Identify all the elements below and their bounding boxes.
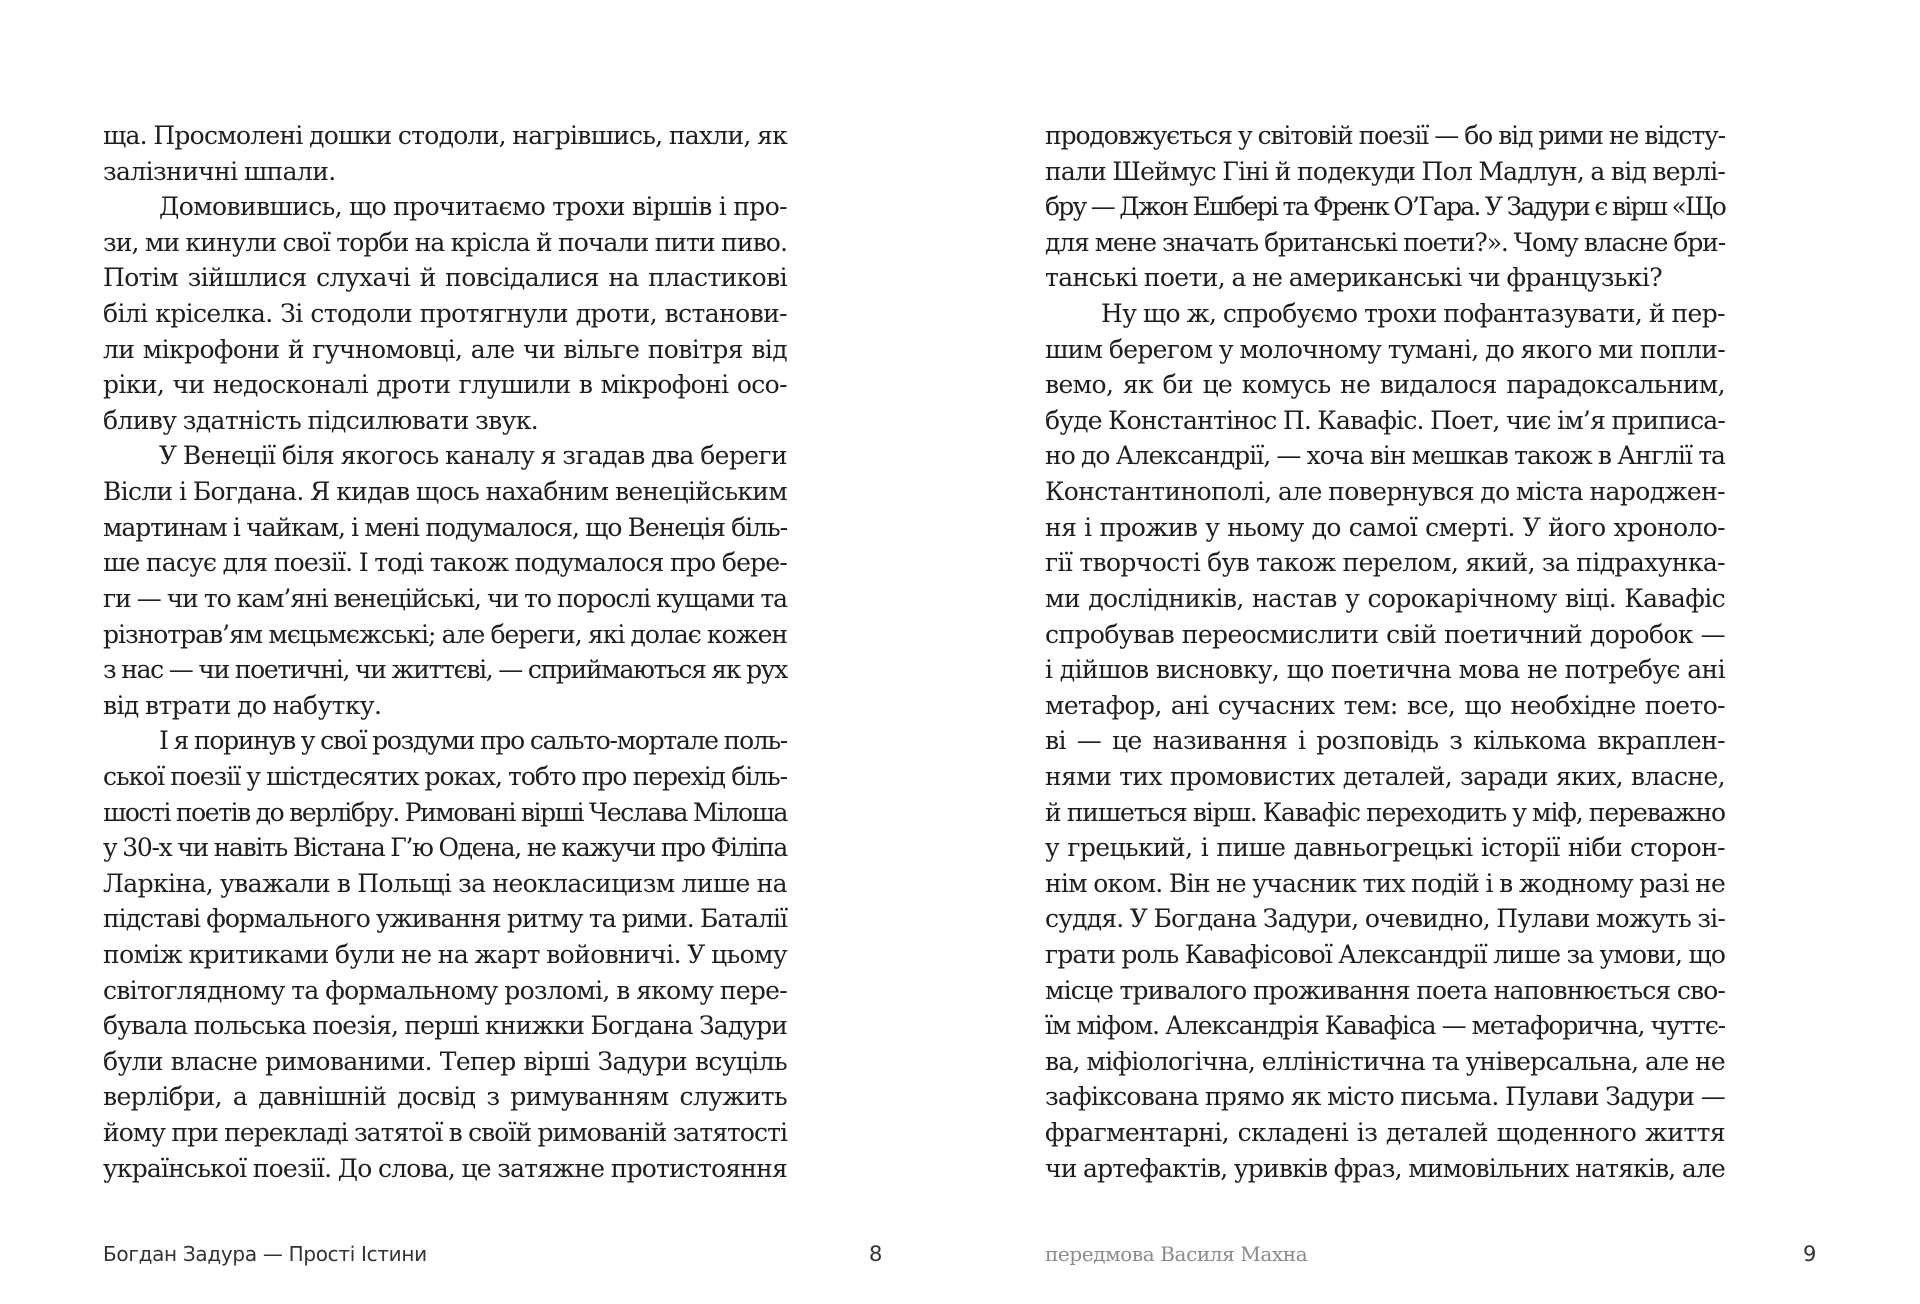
text-line-content: ща. Просмолені дошки стодоли, нагрівшись, пахли, як [103,121,787,150]
text-line-content: зафіксована прямо як місто письма. Пулави Задури — [1045,1082,1725,1112]
text-line-content: і дійшов висновку, що поетична мова не потребує ані [1045,655,1725,685]
text-line [103,688,787,724]
text-line-content: залізничні шпали. [103,156,336,186]
text-line-content: йому при перекладі затятої в своїй римованій затятості [103,1118,787,1148]
text-line [1045,652,1725,688]
right-page-running-footer: передмова Василя Махна [1045,1242,1308,1266]
paragraph-first-line [103,438,787,474]
text-line [103,830,787,866]
text-line [1045,759,1725,795]
text-line [1045,1115,1725,1151]
text-line-content: метафор, ані сучасних тем: все, що необхідне поето- [1045,690,1725,720]
text-line [103,474,787,510]
text-line [1045,723,1725,759]
right-page-body-text [1045,118,1725,1186]
text-line-content: нім оком. Він не учасник тих подій і в жодному разі не [1045,868,1725,898]
text-line-content: ги — чи то кам’яні венеційські, чи то порослі кущами та [103,583,787,613]
text-line [1045,545,1725,581]
text-line [103,1151,787,1187]
text-line [1045,901,1725,937]
text-line [1045,189,1725,225]
text-line-content: поміж критиками були не на жарт войовничі. У цьому [103,940,787,970]
text-line [103,260,787,296]
text-line-content: бливу здатність підсилювати звук. [103,405,539,435]
text-line-content: у грецький, і пише давньогрецькі історії ніби сторон- [1045,833,1725,863]
left-page-number: 8 [869,1242,883,1266]
text-line-content: спробував переосмислити свій поетичний доробок — [1045,619,1725,649]
text-line [103,403,787,439]
text-line [1045,688,1725,724]
text-line-content: світоглядному та формальному розломі, в якому пере- [103,975,787,1005]
text-line [1045,581,1725,617]
text-line [103,901,787,937]
text-line-content: Константинополі, але повернувся до міста народжен- [1045,477,1725,507]
text-line-content: чи артефактів, уривків фраз, мимовільних натяків, але [1045,1153,1725,1183]
text-line-content: І я поринув у свої роздуми про сальто-мортале поль- [159,726,787,756]
text-line-content: но до Александрії, — хоча він мешкав також в Англії та [1045,441,1725,471]
text-line-content: пали Шеймус Гіні й подекуди Пол Мадлун, а від верлі- [1045,156,1725,186]
text-line [1045,830,1725,866]
left-page-body-text [103,118,787,1186]
text-line-content: Ну що ж, спробуємо трохи пофантазувати, й пер- [1101,299,1725,329]
text-line [103,866,787,902]
text-line-content: для мене значать британські поети?». Чому власне бри- [1045,227,1725,257]
right-page-number: 9 [1803,1242,1817,1266]
text-line-content: зи, ми кинули свої торби на крісла й почали пити пиво. [103,227,787,257]
text-line [103,617,787,653]
text-line-content: грати роль Кавафісової Александрії лише за умови, що [1045,940,1725,970]
text-line-content: підставі формального уживання ритму та рими. Баталії [103,904,787,934]
text-line-content: ріки, чи недосконалі дроти глушили в мікрофоні осо- [103,370,787,400]
text-line-content: ської поезії у шістдесятих роках, тобто про перехід біль- [103,761,787,791]
text-line-content: продовжується у світовій поезії — бо від рими не відсту- [1045,121,1725,150]
text-line [103,937,787,973]
left-page-running-footer: Богдан Задура — Прості Істини [103,1242,427,1266]
text-line [103,652,787,688]
text-line [1045,367,1725,403]
text-line [103,545,787,581]
text-line [103,118,787,154]
text-line-content: буде Константінос П. Кавафіс. Поет, чиє ім’я приписа- [1045,405,1725,435]
text-line [1045,617,1725,653]
text-line-content: вемо, як би це комусь не видалося парадоксальним, [1045,370,1725,400]
text-line-content: були власне римованими. Тепер вірші Задури всуціль [103,1046,787,1076]
text-line-content: ше пасує для поезії. І тоді також подумалося про бере- [103,548,787,578]
text-line [103,367,787,403]
text-line [1045,438,1725,474]
text-line-content: у 30-х чи навіть Вістана Г’ю Одена, не кажучи про Філіпа [103,833,787,863]
text-line [103,225,787,261]
paragraph-first-line [103,723,787,759]
text-line [1045,260,1725,296]
text-line [1045,795,1725,831]
text-line-content: ня і прожив у ньому до самої смерті. У його хроноло- [1045,512,1725,542]
text-line-content: Потім зійшлися слухачі й повсідалися на пластикові [103,263,787,293]
text-line-content: гії творчості був також перелом, який, за підрахунка- [1045,548,1725,578]
text-line-content: бру — Джон Ешбері та Френк О’Гара. У Задури є вірш «Що [1045,192,1725,222]
text-line [103,973,787,1009]
text-line-content: білі кріселка. Зі стодоли протягнули дроти, встанови- [103,299,787,329]
text-line-content: й пишеться вірш. Кавафіс переходить у міф, переважно [1045,797,1725,827]
text-line [1045,1079,1725,1115]
text-line [1045,1008,1725,1044]
text-line-content: шим берегом у молочному тумані, до якого ми попли- [1045,334,1725,364]
text-line-content: різнотрав’ям мєцьмєжські; але береги, які долає кожен [103,619,787,649]
text-line [103,510,787,546]
text-line-content: шості поетів до верлібру. Римовані вірші Чеслава Мілоша [103,797,787,827]
text-line-content: Ларкіна, уважали в Польщі за неокласицизм лише на [103,868,787,898]
text-line [103,332,787,368]
right-page [960,0,1920,1304]
text-line-content: ві — це називання і розповідь з кількома вкраплен- [1045,726,1725,756]
text-line [1045,332,1725,368]
text-line [1045,973,1725,1009]
text-line-content: верлібри, а давнішній досвід з римуванням служить [103,1082,787,1112]
text-line-content: бувала польська поезія, перші книжки Богдана Задури [103,1011,787,1041]
text-line [103,581,787,617]
text-line-content: мартинам і чайкам, і мені подумалося, що Венеція біль- [103,512,787,542]
text-line-content: їм міфом. Александрія Кавафіса — метафорична, чуттє- [1045,1011,1725,1041]
text-line [103,154,787,190]
text-line-content: У Венеції біля якогось каналу я згадав два береги [159,441,787,471]
text-line [1045,510,1725,546]
text-line-content: місце тривалого проживання поета наповнюється сво- [1045,975,1725,1005]
text-line [103,1115,787,1151]
paragraph-first-line [1045,296,1725,332]
text-line [103,795,787,831]
text-line [103,1008,787,1044]
text-line [1045,866,1725,902]
text-line [103,1044,787,1080]
text-line-content: фрагментарні, складені із деталей щоденного життя [1045,1118,1725,1148]
text-line-content: Домовившись, що прочитаємо трохи віршів і про- [159,192,787,222]
text-line-content: танські поети, а не американські чи французькі? [1045,263,1663,293]
text-line-content: ва, міфіологічна, еллiністична та універсальна, але не [1045,1046,1725,1076]
text-line-content: суддя. У Богдана Задури, очевидно, Пулави можуть зі- [1045,904,1725,934]
text-line [103,296,787,332]
text-line-content: ли мікрофони й гучномовці, але чи вільге повітря від [103,334,787,364]
text-line [103,1079,787,1115]
text-line-content: Вісли і Богдана. Я кидав щось нахабним венеційським [103,477,787,507]
text-line [1045,1151,1725,1187]
text-line [1045,403,1725,439]
text-line [103,759,787,795]
text-line [1045,225,1725,261]
text-line-content: української поезії. До слова, це затяжне протистояння [103,1153,787,1183]
paragraph-first-line [103,189,787,225]
text-line-content: нями тих промовистих деталей, заради яких, власне, [1045,761,1725,791]
text-line-content: з нас — чи поетичні, чи життєві, — сприймаються як рух [103,655,787,685]
text-line [1045,474,1725,510]
text-line-content: ми дослідників, настав у сорокарічному віці. Кавафіс [1045,583,1725,613]
text-line [1045,154,1725,190]
text-line [1045,118,1725,154]
text-line [1045,937,1725,973]
text-line-content: від втрати до набутку. [103,690,382,720]
text-line [1045,1044,1725,1080]
